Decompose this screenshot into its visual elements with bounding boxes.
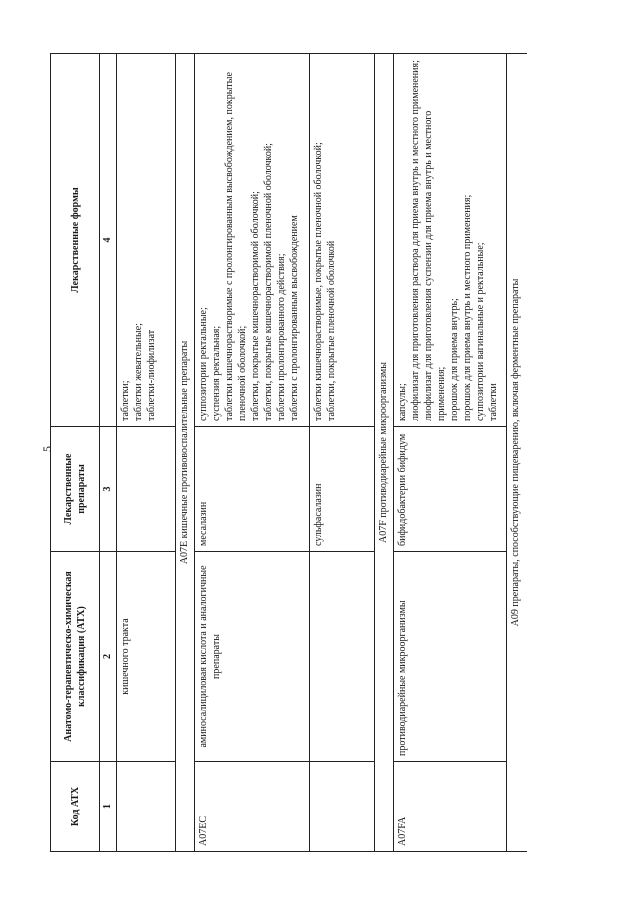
col-number-4: 4 <box>100 54 117 427</box>
code-cell <box>117 762 176 852</box>
classification-cell <box>310 552 375 762</box>
code-cell <box>310 762 375 852</box>
form-item: таблетки <box>488 383 499 421</box>
form-item: капсулы; <box>397 383 408 421</box>
form-item: лиофилизат для приготовления раствора для приема внутрь и местного применения; <box>410 60 421 421</box>
form-item: таблетки; <box>120 380 131 421</box>
drug-cell <box>117 427 176 552</box>
form-item: таблетки жевательные; <box>133 323 144 421</box>
form-item: таблетки, покрытые кишечнорастворимой оболочкой; <box>250 191 261 421</box>
forms-cell <box>310 54 375 427</box>
form-item: таблетки пролонгированного действия; <box>276 253 287 421</box>
forms-cell <box>117 54 176 427</box>
form-item: таблетки, покрытые кишечнорастворимой пленочной оболочкой; <box>263 143 274 421</box>
col-number-2: 2 <box>100 552 117 762</box>
section-title-a07f: A07F противодиарейные микроорганизмы <box>375 54 394 852</box>
col-number-1: 1 <box>100 762 117 852</box>
drug-cell: сульфасалазин <box>310 427 375 552</box>
forms-cell <box>195 54 310 427</box>
form-item: таблетки-лиофилизат <box>146 329 157 421</box>
atx-table <box>50 53 527 852</box>
classification-cell: аминосалициловая кислота и аналогичные препараты <box>195 552 310 762</box>
drug-cell: бифидобактерии бифидум <box>394 427 507 552</box>
classification-cell: противодиарейные микроорганизмы <box>394 552 507 762</box>
form-item: суппозитории ректальные; <box>198 307 209 421</box>
col-number-3: 3 <box>100 427 117 552</box>
header-forms: Лекарственные формы <box>51 54 100 427</box>
form-item: таблетки, покрытые пленочной оболочкой <box>326 240 337 421</box>
form-item: порошок для приема внутрь и местного применения; <box>462 194 473 421</box>
form-item: порошок для приема внутрь; <box>449 298 460 421</box>
section-row <box>375 54 394 852</box>
form-item: суппозитории вагинальные и ректальные; <box>475 242 486 421</box>
header-code: Код АТХ <box>51 762 100 852</box>
drug-cell: месалазин <box>195 427 310 552</box>
section-row <box>176 54 195 852</box>
form-item: таблетки кишечнорастворимые с пролонгированным высвобождением, покрытые пленочной оболочкой; <box>224 72 248 421</box>
classification-cell: кишечного тракта <box>117 552 176 762</box>
code-cell: A07FA <box>394 762 507 852</box>
header-classification: Анатомо-терапевтическо-химическая классификация (АТХ) <box>51 552 100 762</box>
forms-cell <box>394 54 507 427</box>
section-title-a09: A09 препараты, способствующие пищеварению, включая ферментные препараты <box>507 54 528 852</box>
form-item: таблетки кишечнорастворимые, покрытые пленочной оболочкой; <box>313 142 324 421</box>
table-row <box>310 54 375 852</box>
column-number-row <box>100 54 117 852</box>
rotated-sheet <box>50 54 560 852</box>
table-row <box>394 54 507 852</box>
form-item: лиофилизат для приготовления суспензии для приема внутрь и местного применения; <box>423 110 447 421</box>
header-row <box>51 54 100 852</box>
table-row <box>117 54 176 852</box>
form-item: суспензия ректальная; <box>211 325 222 421</box>
header-drugs: Лекарственные препараты <box>51 427 100 552</box>
form-item: таблетки с пролонгированным высвобождением <box>289 215 300 421</box>
table-row <box>195 54 310 852</box>
section-row <box>507 54 528 852</box>
page-number: 5 <box>40 446 54 452</box>
code-cell: A07EC <box>195 762 310 852</box>
section-title-a07e: A07E кишечные противовоспалительные препараты <box>176 54 195 852</box>
